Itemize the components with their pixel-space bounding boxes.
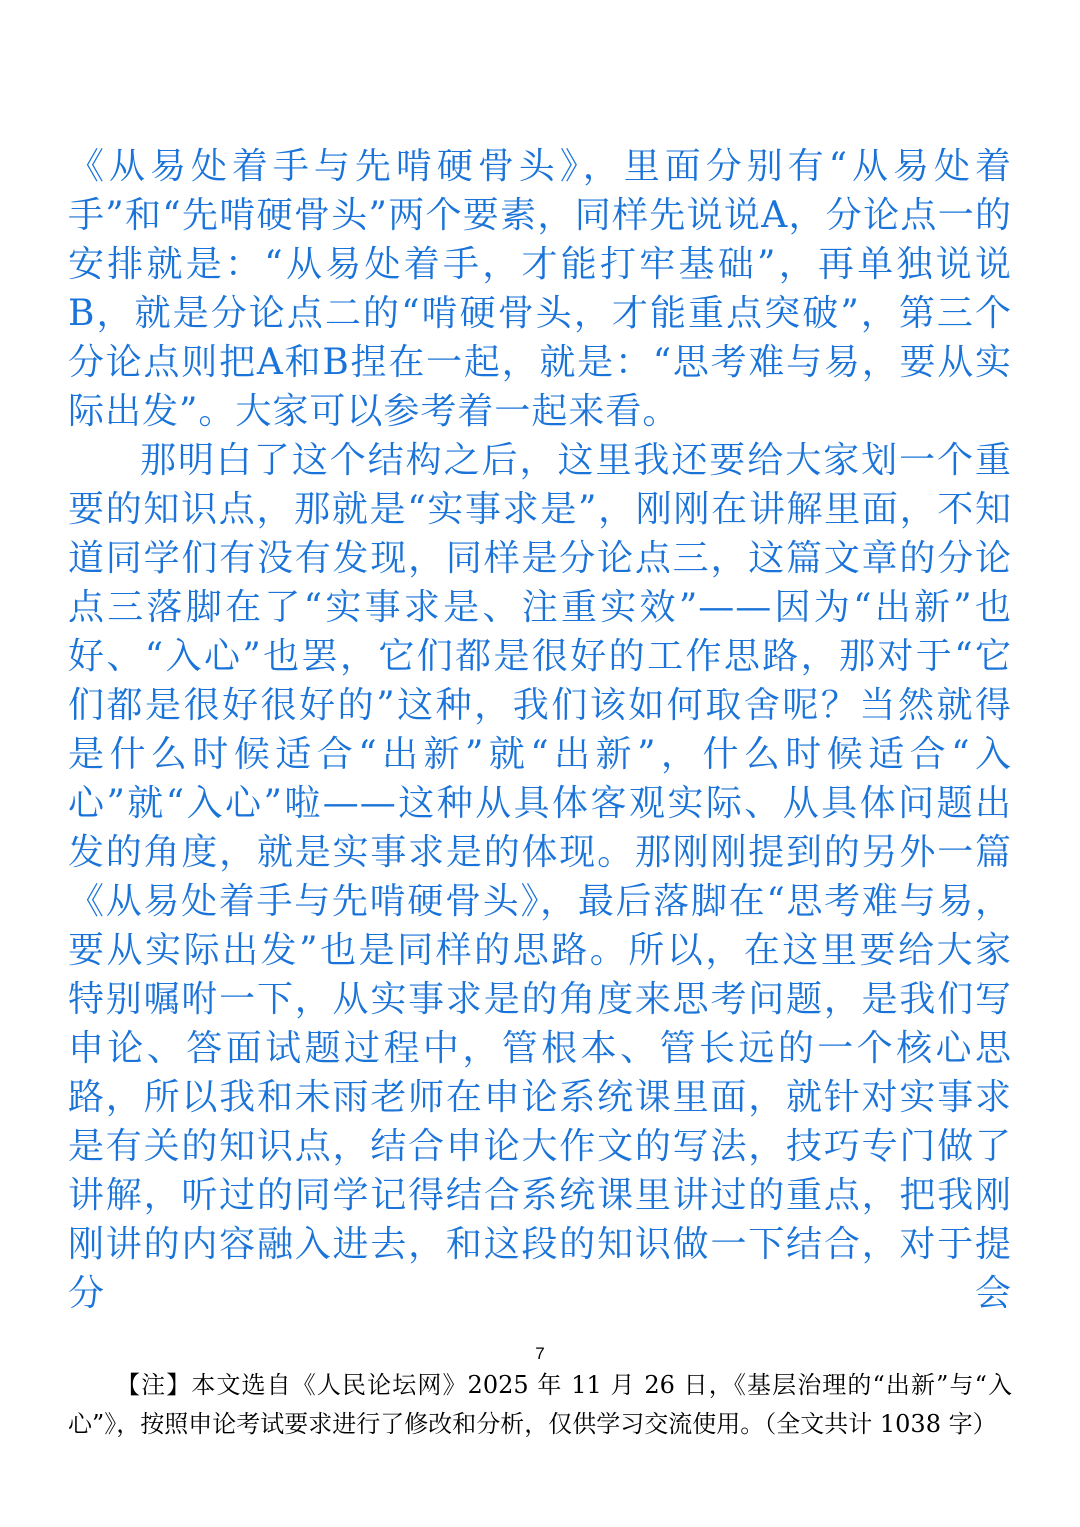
page-number: 7 [535,1344,545,1363]
paragraph-structure-explanation: 《从易处着手与先啃硬骨头》，里面分别有“从易处着手”和“先啃硬骨头”两个要素，同样先说说A，分论点一的安排就是：“从易处着手，才能打牢基础”，再单独说说B，就是分论点二的“啃硬骨头，才能重点突破”，第三个分论点则把A和B捏在一起，就是：“思考难与易，要从实际出发”。大家可以参考着一起来看。 [68,146,1012,432]
article-body [68,142,1012,1318]
source-note: 【注】本文选自《人民论坛网》2025 年 11 月 26 日，《基层治理的“出新”与“入心”》，按照申论考试要求进行了修改和分析，仅供学习交流使用。（全文共计 1038 字） [68,1371,1012,1438]
paragraph-key-knowledge-point: 那明白了这个结构之后，这里我还要给大家划一个重要的知识点，那就是“实事求是”，刚刚在讲解里面，不知道同学们有没有发现，同样是分论点三，这篇文章的分论点三落脚在了“实事求是、注重实效”——因为“出新”也好、“入心”也罢，它们都是很好的工作思路，那对于“它们都是很好很好的”这种，我们该如何取舍呢？当然就得是什么时候适合“出新”就“出新”，什么时候适合“入心”就“入心”啦——这种从具体客观实际、从具体问题出发的角度，就是实事求是的体现。那刚刚提到的另外一篇《从易处着手与先啃硬骨头》，最后落脚在“思考难与易，要从实际出发”也是同样的思路。所以，在这里要给大家特别嘱咐一下，从实事求是的角度来思考问题，是我们写申论、答面试题过程中，管根本、管长远的一个核心思路，所以我和未雨老师在申论系统课里面，就针对实事求是有关的知识点，结合申论大作文的写法，技巧专门做了讲解，听过的同学记得结合系统课里讲过的重点，把我刚刚讲的内容融入进去，和这段的知识做一下结合，对于提分会 [68,440,1012,1314]
